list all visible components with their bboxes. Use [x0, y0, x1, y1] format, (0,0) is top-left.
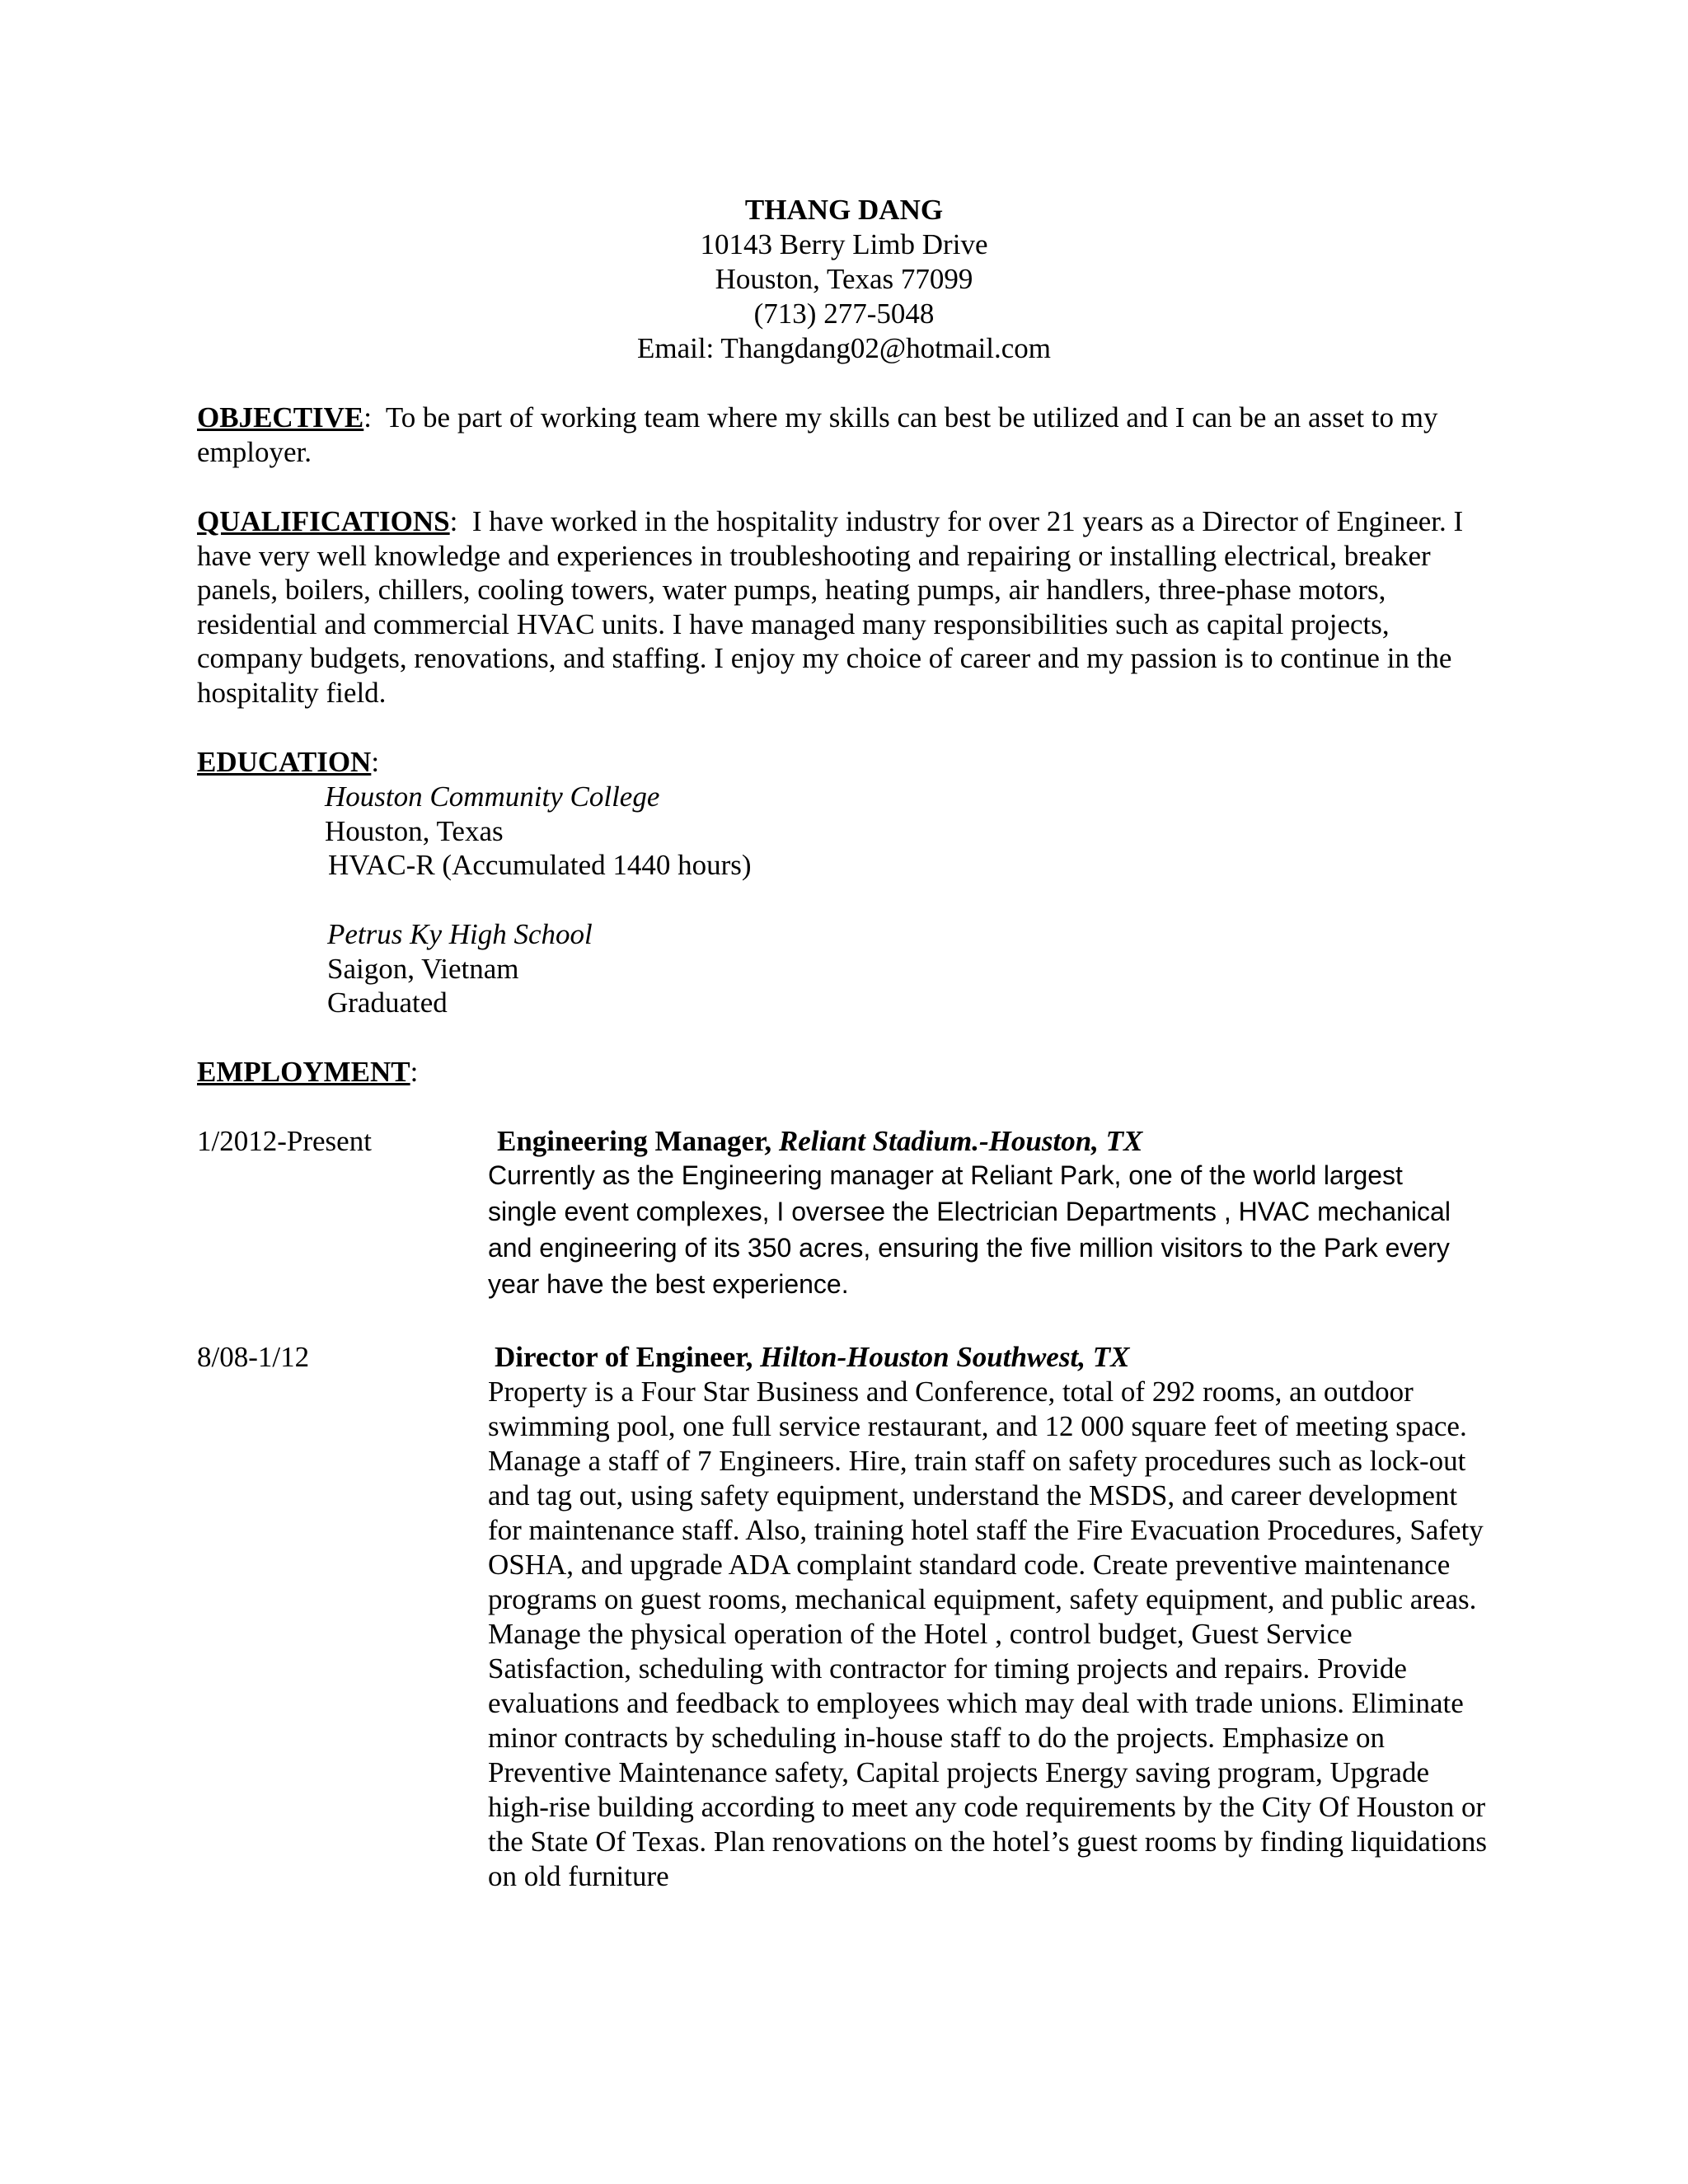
job-description: Currently as the Engineering manager at Reliant Park, one of the world largest single event complexes, I oversee the Electrician Departments , HVAC mechanical and engineering of its 350 acres, ensuring the five million visitors to the Park every year have the best experience. — [488, 1160, 1451, 1299]
school-detail: Graduated — [327, 987, 448, 1019]
objective-heading: OBJECTIVE — [197, 401, 364, 434]
city-state-zip: Houston, Texas 77099 — [715, 263, 973, 295]
job-role: Engineering Manager, — [497, 1125, 772, 1157]
job-organization: Reliant Stadium.-Houston, TX — [778, 1125, 1143, 1157]
objective-text: To be part of working team where my skills can best be utilized and I can be an asset to my employer. — [197, 401, 1438, 468]
education-entry — [325, 780, 752, 883]
education-entry — [327, 917, 593, 1020]
school-name: Petrus Ky High School — [327, 918, 593, 950]
email-address: Email: Thangdang02@hotmail.com — [636, 332, 1052, 364]
job-title — [497, 1124, 1142, 1159]
school-detail: HVAC-R (Accumulated 1440 hours) — [328, 849, 752, 881]
job-dates: 8/08-1/12 — [197, 1341, 310, 1373]
qualifications-section: QUALIFICATIONS: I have worked in the hospitality industry for over 21 years as a Director of Engineer. I have very well knowledge and experiences in troubleshooting and repairing or installing electrical, breaker panels, boilers, chillers, cooling towers, water pumps, heating pumps, air handlers, three-phase motors, residential and commercial HVAC units. I have managed many responsibilities such as capital projects, company budgets, renovations, and staffing. I enjoy my choice of career and my passion is to continue in the hospitality field. — [197, 505, 1464, 709]
job-dates: 1/2012-Present — [197, 1125, 372, 1157]
job-description: Property is a Four Star Business and Conference, total of 292 rooms, an outdoor swimming pool, one full service restaurant, and 12 000 square feet of meeting space. Manage a staff of 7 Engineers. Hire, train staff on safety procedures such as lock-out and tag out, using safety equipment, understand the MSDS, and career development for maintenance staff. Also, training hotel staff the Fire Evacuation Procedures, Safety OSHA, and upgrade ADA complaint standard code. Create preventive maintenance programs on guest rooms, mechanical equipment, safety equipment, and public areas. Manage the physical operation of the Hotel , control budget, Guest Service Satisfaction, scheduling with contractor for timing projects and repairs. Provide evaluations and feedback to employees which may deal with trade unions. Eliminate minor contracts by scheduling in-house staff to do the projects. Emphasize on Preventive Maintenance safety, Capital projects Energy saving program, Upgrade high-rise building according to meet any code requirements by the City Of Houston or the State Of Texas. Plan renovations on the hotel’s guest rooms by finding liquidations on old furniture — [488, 1376, 1488, 1892]
employment-section: EMPLOYMENT: — [197, 1056, 419, 1088]
qualifications-text: I have worked in the hospitality industry for over 21 years as a Director of Engineer. I have very well knowledge and experiences in troubleshooting and repairing or installing electrical, breaker panels, boilers, chillers, cooling towers, water pumps, heating pumps, air handlers, three-phase motors, residential and commercial HVAC units. I have managed many responsibilities such as capital projects, company budgets, renovations, and staffing. I enjoy my choice of career and my passion is to continue in the hospitality field. — [197, 505, 1464, 709]
qualifications-heading: QUALIFICATIONS — [197, 505, 450, 537]
job-organization: Hilton-Houston Southwest, TX — [760, 1341, 1130, 1373]
employment-heading: EMPLOYMENT — [197, 1056, 410, 1088]
education-heading: EDUCATION — [197, 746, 372, 778]
phone-number: (713) 277-5048 — [753, 298, 935, 330]
school-location: Houston, Texas — [325, 814, 504, 847]
objective-section: OBJECTIVE: To be part of working team where my skills can best be utilized and I can be an asset to my employer. — [197, 401, 1438, 468]
school-name: Houston Community College — [325, 780, 660, 813]
job-role: Director of Engineer, — [495, 1341, 753, 1373]
school-location: Saigon, Vietnam — [327, 952, 519, 985]
street-address: 10143 Berry Limb Drive — [700, 228, 988, 260]
education-section: EDUCATION: — [197, 746, 380, 778]
contact-header — [0, 193, 1688, 366]
job-title — [495, 1340, 1129, 1375]
applicant-name: THANG DANG — [744, 194, 944, 226]
